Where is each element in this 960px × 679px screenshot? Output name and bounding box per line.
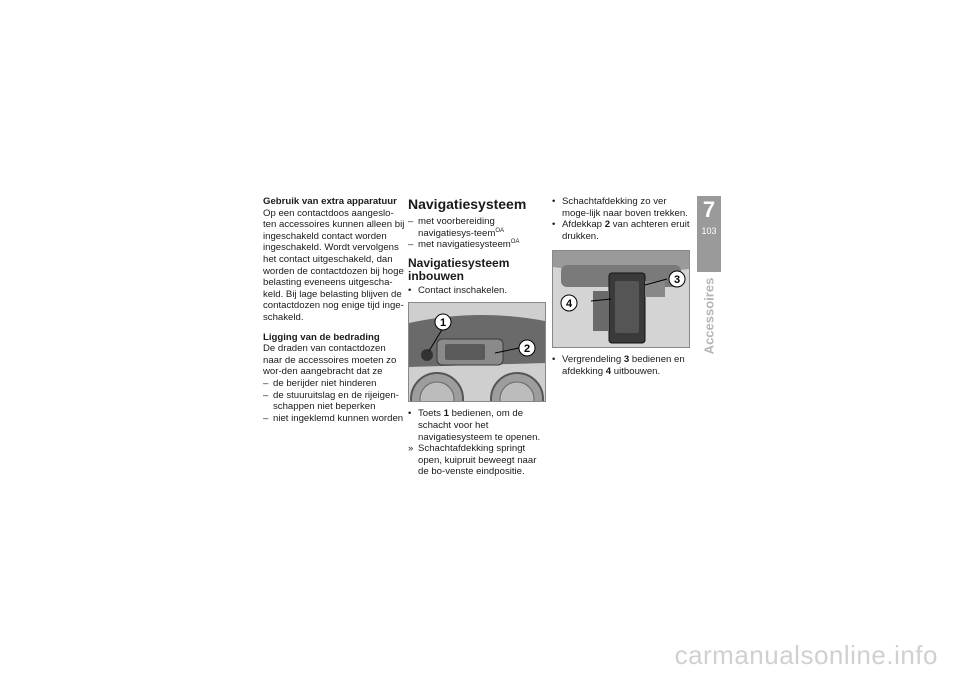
nav-holder-illustration [553,251,689,347]
list-item: • Afdekkap 2 van achteren eruit drukken. [552,219,690,242]
page-title: Navigatiesysteem [408,196,527,212]
wiring-list [263,378,405,424]
list-item: – niet ingeklemd kunnen worden [263,412,404,424]
list-item: » Schachtafdekking springt open, kuipruit beweegt naar de bo-venste eindpositie. [408,443,537,478]
subtitle-install: Navigatiesysteem inbouwen [408,255,510,283]
list-item: • Vergrendeling 3 bedienen en afdekking 4 uitbouwen. [552,354,685,377]
section-title-wiring: Ligging van de bedrading [263,331,380,343]
list-item: – met navigatiesysteem$^{OA}$ [408,239,520,251]
callout-label-1: 1 [439,317,447,330]
list-item: – met voorbereiding navigatiesys-teem$^{OA}$ [408,216,504,239]
bullet-marker: • [552,196,556,207]
reference-number: 2 [604,219,611,231]
bullet-marker: • [552,219,556,231]
dash-marker: – [263,412,269,424]
chapter-tab [697,196,721,272]
figure-dashboard-button [408,302,546,402]
step-list [552,196,692,242]
column-left [263,196,405,424]
option-superscript: OA [495,227,504,234]
dashboard-illustration [409,303,545,401]
bullet-marker: • [408,284,412,296]
dash-marker: – [263,389,269,401]
dash-marker: – [408,239,414,251]
list-item: – de stuuruitslag en de rijeigen-schappen niet beperken [263,389,399,413]
chapter-name: Accessoires [701,277,717,355]
section-text-extra-equipment: Op een contactdoos aangeslo-ten accessoires kunnen alleen bij ingeschakeld contact worden ingeschakeld. Wordt vervolgens het contact uitgeschakeld, dan worden de contactdozen bij hoge belasting eveneens uitgescha-keld. Bij lage belasting blijven de contactdozen nog enige tijd inge-schakeld. [263,207,405,323]
callout-label-3: 3 [673,274,681,287]
callout-label-2: 2 [523,343,531,356]
chapter-number: 7 [702,197,716,222]
section-title-extra-equipment: Gebruik van extra apparatuur [263,196,397,207]
reference-number: 4 [605,365,612,377]
section-text-wiring: De draden van contactdozen naar de accessoires moeten zo wor-den aangebracht dat ze [263,343,397,378]
callout-label-4: 4 [565,298,573,311]
list-item: – de berijder niet hinderen [263,377,377,389]
reference-number: 3 [623,354,630,366]
chapter-name-container [697,276,721,356]
watermark: carmanualsonline.info [674,640,938,670]
column-right [552,196,692,378]
option-list [408,216,546,251]
list-item: • Contact inschakelen. [408,284,508,296]
bullet-marker: • [552,354,556,366]
list-item: • Schachtafdekking zo ver moge-lijk naar boven trekken. [552,196,688,219]
option-superscript: OA [510,239,520,245]
step-list [408,408,546,478]
result-marker: » [408,443,414,455]
figure-nav-holder [552,250,690,348]
column-middle [408,196,546,478]
bullet-marker: • [408,408,412,420]
list-item: • Toets 1 bedienen, om de schacht voor het navigatiesysteem te openen. [408,408,541,443]
reference-number: 1 [443,408,449,420]
page-number: 103 [701,226,717,236]
step-list [408,285,546,297]
dash-marker: – [408,216,414,227]
dash-marker: – [263,377,269,389]
step-list [552,354,692,377]
